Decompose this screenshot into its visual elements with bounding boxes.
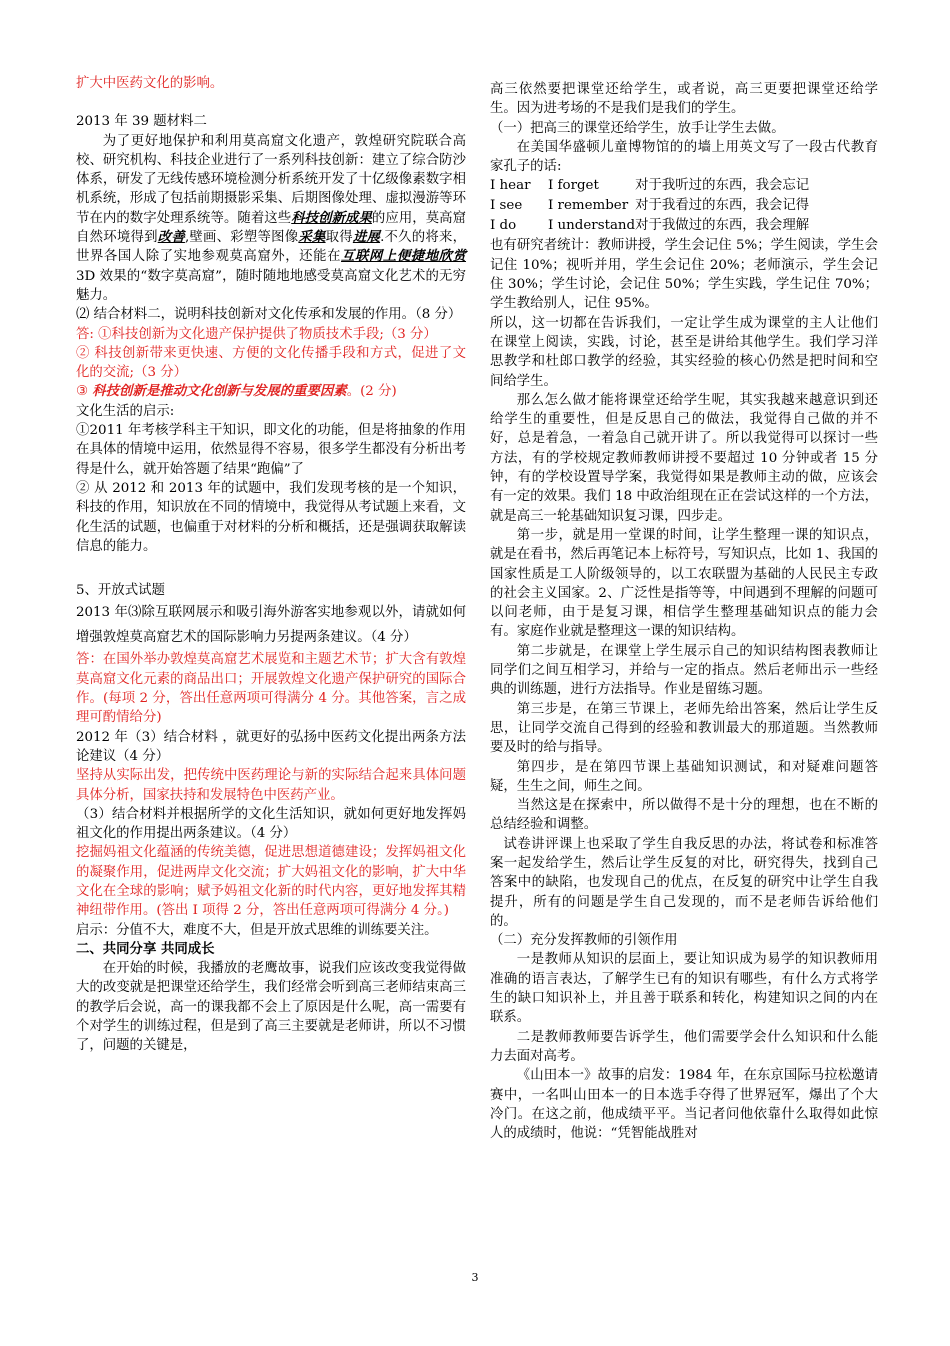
question: ⑵ 结合材料二，说明科技创新对文化传承和发展的作用。（8 分） — [76, 307, 462, 323]
body-paragraph: 那么怎么做才能将课堂还给学生呢，其实我越来越意识到还给学生的重要性，但是反思自己的做法，我觉得自己做的并不好，总是着急，一着急自己就开讲了。所以我觉得可以探讨一些方法，有的学校规定教师教师讲授不要超过 10 分钟或者 15 分钟，有的学校设置导学案，我觉得如果是教师主动的做，应该会有一定的效果。我们 18 中政治组现在正在尝试这样的一个方法，就是高三一轮基础知识复习课，四步走。 — [490, 392, 878, 524]
answer-paragraph: 挖掘妈祖文化蕴涵的传统美德，促进思想道德建设；发挥妈祖文化的凝聚作用，促进两岸文化交流；扩大妈祖文化的影响，扩大中华文化在全球的影响；赋予妈祖文化新的时代内容，更好地发挥其精神纽带作用。(答出 I 项得 2 分，答出任意两项可得满分 4 分。) — [76, 845, 466, 919]
quote-row: I hear I forget 对于我听过的东西，我会忘记 — [490, 178, 810, 194]
body-paragraph: 也有研究者统计：教师讲授，学生会记住 5%；学生阅读，学生会记住 10%；视听并用，学生会记住 20%；老师演示，学生会记住 30%；学生讨论，会记住 50%；学生实践，学生记住 70%；学生教给别人，记住 95%。 — [490, 238, 878, 312]
quote-row: I see I remember 对于我看过的东西，我会记得 — [490, 198, 810, 214]
subsection-heading: （一）把高三的课堂还给学生，放手让学生去做。 — [490, 120, 785, 136]
body-paragraph: 一是教师从知识的层面上，要让知识成为易学的知识教师用准确的语言表达，了解学生已有的知识有哪些，有什么方式将学生的缺口知识补上，并且善于联系和转化，构建知识之间的内在联系。 — [490, 952, 878, 1026]
quote-row: I do I understand 对于我做过的东西，我会理解 — [490, 218, 810, 234]
section-heading: 二、共同分享 共同成长 — [76, 940, 215, 957]
body-paragraph: 高三依然要把课堂还给学生，或者说，高三更要把课堂还给学生。因为进考场的不是我们是我们的学生。 — [490, 82, 878, 117]
inspiration-item: ①2011 年考核学科主干知识，即文化的功能，但是将抽象的作用在具体的情境中运用，依然显得不容易，很多学生都没有分析出考得是什么，就开始答题了结果“跑偏”了 — [76, 423, 466, 477]
inspiration-text: 启示：分值不大，难度不大，但是开放式思维的训练要关注。 — [76, 922, 438, 938]
confucius-quote — [490, 176, 809, 236]
step-paragraph: 第三步是，在第三节课上，老师先给出答案，然后让学生反思，让同学交流自己得到的经验和教训最大的那道题。当然教师要及时的给与指导。 — [490, 701, 878, 756]
right-column — [490, 80, 878, 1143]
text-line: 扩大中医药文化的影响。 — [76, 76, 224, 91]
body-paragraph: 当然这是在探索中，所以做得不是十分的理想，也在不断的总结经验和调整。 — [490, 798, 878, 833]
material-paragraph: 为了更好地保护和利用莫高窟文化遗产，敦煌研究院联合高校、研究机构、科技企业进行了一系列科技创新：建立了综合防沙体系，研发了无线传感环境检测分析系统开发了十亿级像素数字相机系统，形成了包括前期摄影采集、后期图像处理、虚拟漫游等环节在内的数字处理系统等。随着这些科技创新成果的应用，莫高窟自然环境得到改善,壁画、彩塑等图像采集取得进展.不久的将来，世界各国人除了实地参观莫高窟外，还能在互联网上便捷地欣赏3D 效果的“数字莫高窟”，随时随地地感受莫高窟文化艺术的无穷魅力。 — [76, 133, 467, 303]
page-number: 3 — [471, 1271, 479, 1284]
subsection-heading: （二）充分发挥教师的引领作用 — [490, 933, 678, 949]
inspiration-item: ② 从 2012 和 2013 年的试题中，我们发现考核的是一个知识，科技的作用，知识放在不同的情境中，我觉得从考试题上来看，文化生活的试题，也偏重于对材料的分析和概括，还是强调获取解读信息的能力。 — [76, 480, 466, 554]
step-paragraph: 第四步，是在第四节课上基础知识测试，和对疑难问题答疑，生生之间，师生之间。 — [490, 759, 878, 794]
body-paragraph: 《山田本一》故事的启发：1984 年，在东京国际马拉松邀请赛中，一名叫山田本一的日本选手夺得了世界冠军，爆出了个大冷门。在这之前，他成绩平平。当记者问他依靠什么取得如此惊人的成绩时，他说：“凭智能战胜对 — [490, 1068, 878, 1142]
answer-line: ② 科技创新带来更快速、方便的文化传播手段和方式，促进了文化的交流;（3 分） — [76, 345, 466, 381]
question: 2012 年（3）结合材料 ，就更好的弘扬中医药文化提出两条方法论建议（4 分） — [76, 729, 466, 764]
inspiration-title: 文化生活的启示: — [76, 403, 175, 419]
answer-paragraph: 答：在国外举办敦煌莫高窟艺术展览和主题艺术节；扩大含有敦煌莫高窟文化元素的商品出口；开展敦煌文化遗产保护研究的国际合作。(每项 2 分，答出任意两项可得满分 4 分。其他答案，言之成理可酌情给分) — [76, 652, 466, 726]
left-column — [76, 74, 466, 1056]
section-title: 5、开放式试题 — [76, 583, 165, 599]
answer-line: 答: ①科技创新为文化遗产保护提供了物质技术手段;（3 分） — [76, 326, 437, 342]
body-paragraph: 在美国华盛顿儿童博物馆的的墙上用英文写了一段古代教育家孔子的话: — [490, 139, 878, 175]
answer-line: ③ 科技创新是推动文化创新与发展的重要因素。(2 分) — [76, 383, 397, 400]
body-paragraph: 所以，这一切都在告诉我们，一定让学生成为课堂的主人让他们在课堂上阅读，实践，讨论，甚至是讲给其他学生。我们学习洋思教学和杜郎口教学的经验，其实经验的核心仍然是把时间和空间给学生。 — [490, 315, 878, 389]
step-paragraph: 第二步就是，在课堂上学生展示自己的知识结构图表教师让同学们之间互相学习，并给与一定的指点。然后老师出示一些经典的训练题，进行方法指导。作业是留练习题。 — [490, 643, 878, 698]
question: （3）结合材料并根据所学的文化生活知识，就如何更好地发挥妈祖文化的作用提出两条建议。（4 分） — [76, 806, 466, 842]
question: 2013 年⑶除互联网展示和吸引海外游客实地参观以外，请就如何增强敦煌莫高窟艺术的国际影响力另提两条建议。（4 分） — [76, 605, 466, 646]
body-paragraph: 二是教师教师要告诉学生，他们需要学会什么知识和什么能力去面对高考。 — [490, 1029, 878, 1064]
body-paragraph: 试卷讲评课上也采取了学生自我反思的办法，将试卷和标准答案一起发给学生，然后让学生反复的对比，研究得失，找到自己答案中的缺陷，也发现自己的优点，在反复的研究中让学生自我提升，所有的问题是学生自己发现的，而不是老师告诉给他们的。 — [490, 836, 878, 929]
material-heading: 2013 年 39 题材料二 — [76, 114, 207, 130]
body-paragraph: 在开始的时候，我播放的老鹰故事，说我们应该改变我觉得做大的改变就是把课堂还给学生，我们经常会听到高三老师结束高三的教学后会说，高一的课我都不会上了原因是什么呢，高一需要有个对学生的训练过程，但是到了高三主要就是老师讲，所以不习惯了，问题的关键是， — [76, 961, 466, 1054]
step-paragraph: 第一步，就是用一堂课的时间，让学生整理一课的知识点，就是在看书，然后再笔记本上标符号，写知识点，比如 1、我国的国家性质是工人阶级领导的，以工农联盟为基础的人民民主专政的社会主义国家。2、广泛性是指等等，中间遇到不理解的问题可以问老师，由于是复习课，相信学生整理基础知识点的能力会有。家庭作业就是整理这一课的知识结构。 — [490, 527, 878, 640]
answer-paragraph: 坚持从实际出发，把传统中医药理论与新的实际结合起来具体问题具体分析，国家扶持和发展特色中医药产业。 — [76, 768, 466, 803]
